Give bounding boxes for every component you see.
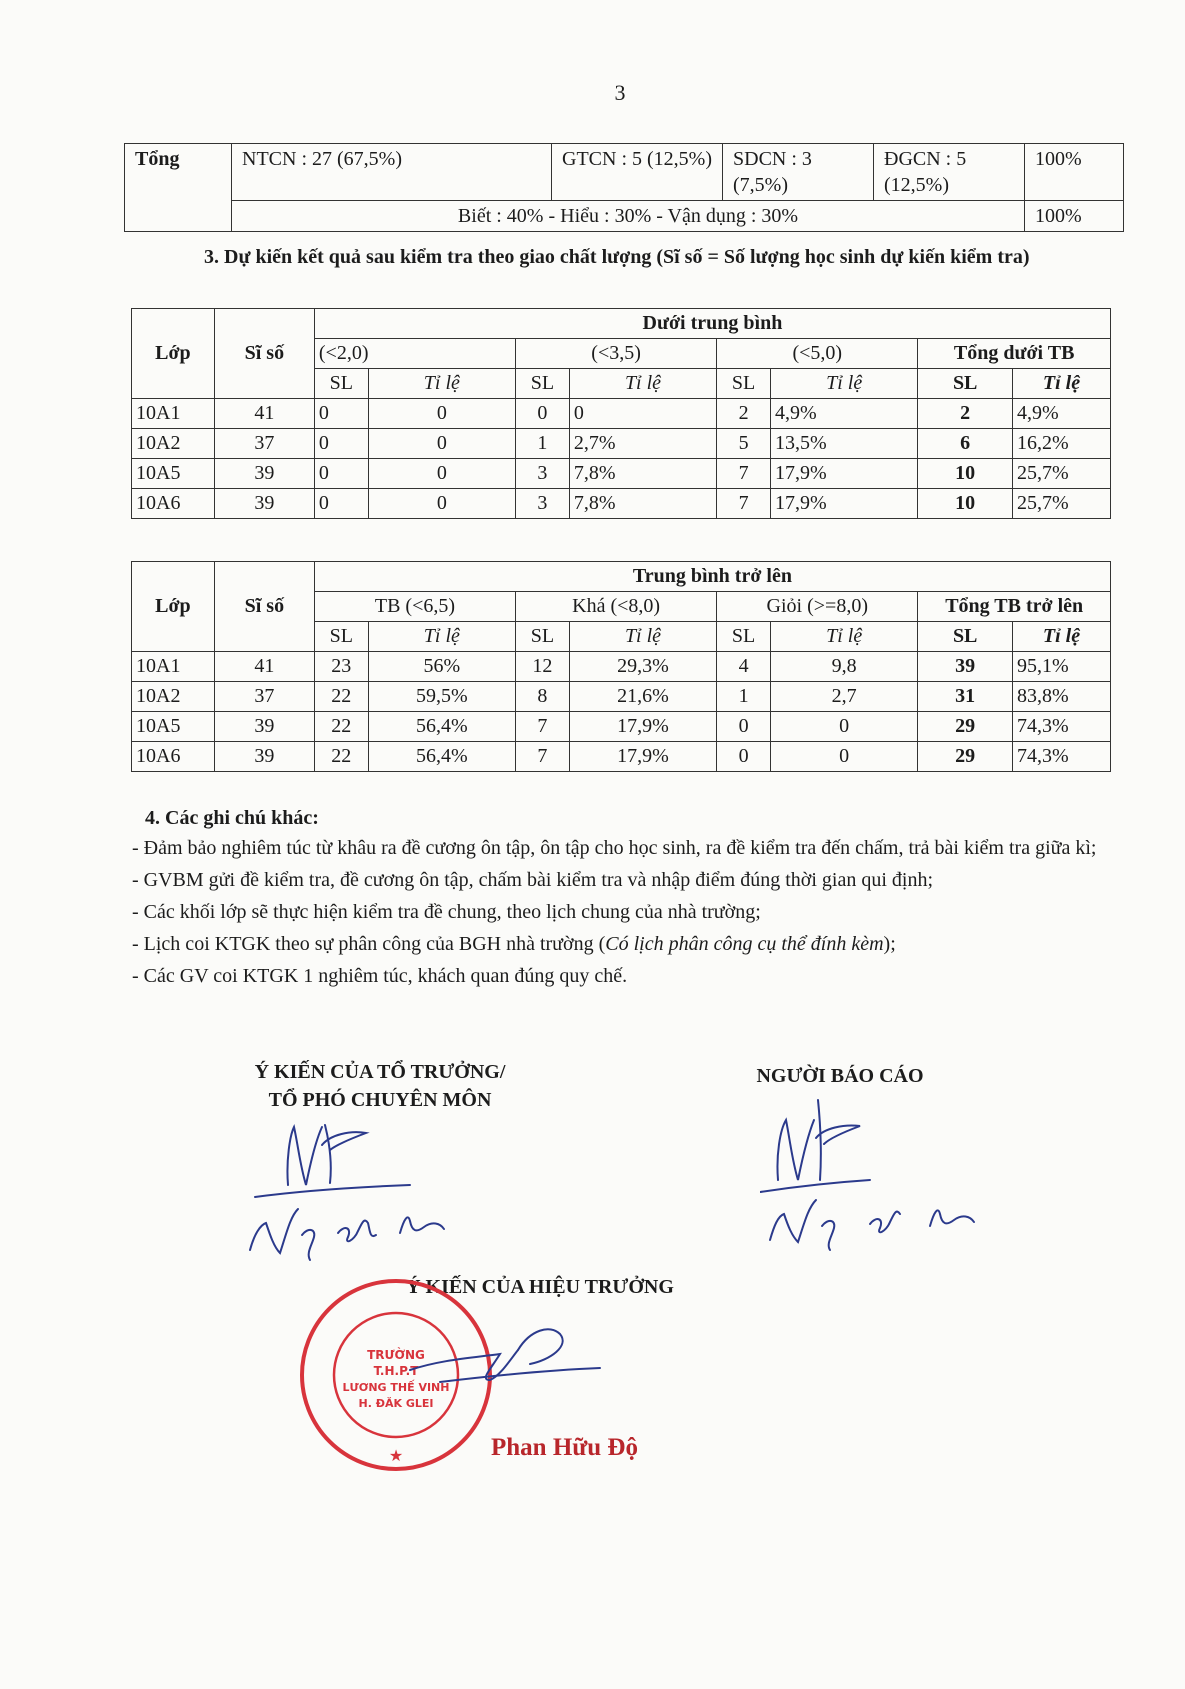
svg-text:T.H.P.T: T.H.P.T <box>373 1364 419 1378</box>
sl-header: SL <box>314 369 368 399</box>
band-header: (<3,5) <box>516 339 717 369</box>
page-number: 3 <box>614 80 626 105</box>
principal-title: Ý KIẾN CỦA HIỆU TRƯỞNG <box>406 1276 674 1298</box>
value-cell: 74,3% <box>1013 742 1111 772</box>
note-item: - Các GV coi KTGK 1 nghiêm túc, khách quan đúng quy chế. <box>132 965 628 987</box>
value-cell: 0 <box>368 429 515 459</box>
value-cell: 56,4% <box>368 742 515 772</box>
ratio-header: Tỉ lệ <box>1013 622 1111 652</box>
header-class: Lớp <box>132 309 215 399</box>
value-cell: 2 <box>717 399 771 429</box>
signature-left-icon <box>240 1105 500 1275</box>
note-item: - Đảm bảo nghiêm túc từ khâu ra đề cương ôn tập, ôn tập cho học sinh, ra đề kiểm tra đến chấm, trả bài kiểm tra giữa kì; <box>132 837 1097 859</box>
value-cell: 1 <box>516 429 570 459</box>
class-cell: 10A5 <box>132 712 215 742</box>
section-3-heading: 3. Dự kiến kết quả sau kiểm tra theo giao chất lượng (Sĩ số = Số lượng học sinh dự kiến kiểm tra) <box>204 246 1030 268</box>
value-cell: 59,5% <box>368 682 515 712</box>
value-cell: 0 <box>368 489 515 519</box>
class-cell: 10A5 <box>132 459 215 489</box>
value-cell: 0 <box>770 712 917 742</box>
value-cell: 83,8% <box>1013 682 1111 712</box>
class-cell: 10A2 <box>132 429 215 459</box>
value-cell: 7,8% <box>569 459 716 489</box>
class-cell: 10A1 <box>132 652 215 682</box>
value-cell: 0 <box>314 399 368 429</box>
note-text: - Lịch coi KTGK theo sự phân công của BGH nhà trường ( <box>132 933 606 955</box>
value-cell: 17,9% <box>770 489 917 519</box>
value-cell: 8 <box>516 682 570 712</box>
table-row <box>132 742 1111 772</box>
value-cell: 3 <box>516 489 570 519</box>
size-cell: 37 <box>214 429 314 459</box>
size-cell: 39 <box>214 742 314 772</box>
notes-list <box>132 832 1117 992</box>
table-row <box>132 712 1111 742</box>
value-cell: 22 <box>314 742 368 772</box>
value-cell: 0 <box>770 742 917 772</box>
value-cell: 10 <box>918 489 1013 519</box>
value-cell: 0 <box>314 429 368 459</box>
value-cell: 7 <box>717 459 771 489</box>
svg-text:LƯƠNG THẾ VINH: LƯƠNG THẾ VINH <box>342 1381 450 1394</box>
ratio-header: Tỉ lệ <box>770 369 917 399</box>
reporter-title: NGƯỜI BÁO CÁO <box>756 1065 924 1087</box>
below-average-table <box>131 308 1111 519</box>
summary-total: 100% <box>1025 144 1124 201</box>
group-title: Trung bình trở lên <box>314 562 1110 592</box>
value-cell: 95,1% <box>1013 652 1111 682</box>
signature-principal-icon <box>400 1310 620 1410</box>
note-text: ); <box>883 933 896 955</box>
principal-name: Phan Hữu Độ <box>491 1434 638 1461</box>
section-4-heading: 4. Các ghi chú khác: <box>145 807 319 829</box>
value-cell: 23 <box>314 652 368 682</box>
value-cell: 2,7 <box>770 682 917 712</box>
value-cell: 4 <box>717 652 771 682</box>
value-cell: 22 <box>314 712 368 742</box>
note-italic: Có lịch phân công cụ thể đính kèm <box>605 933 884 955</box>
ratio-header: Tỉ lệ <box>569 369 716 399</box>
summary-cell-sdcn: SDCN : 3 (7,5%) <box>723 144 874 201</box>
title-line: TỔ PHÓ CHUYÊN MÔN <box>268 1089 492 1111</box>
value-cell: 9,8 <box>770 652 917 682</box>
value-cell: 17,9% <box>569 742 716 772</box>
header-size: Sĩ số <box>214 309 314 399</box>
header-size: Sĩ số <box>214 562 314 652</box>
svg-text:H. ĐĂK GLEI: H. ĐĂK GLEI <box>358 1397 434 1410</box>
value-cell: 7 <box>717 489 771 519</box>
value-cell: 25,7% <box>1013 459 1111 489</box>
class-cell: 10A6 <box>132 742 215 772</box>
table-row <box>132 489 1111 519</box>
size-cell: 39 <box>214 459 314 489</box>
value-cell: 2,7% <box>569 429 716 459</box>
value-cell: 0 <box>717 742 771 772</box>
summary-levels-total: 100% <box>1025 201 1124 232</box>
value-cell: 0 <box>368 399 515 429</box>
class-cell: 10A2 <box>132 682 215 712</box>
value-cell: 21,6% <box>569 682 716 712</box>
table-row <box>132 459 1111 489</box>
sl-header: SL <box>516 622 570 652</box>
value-cell: 0 <box>368 459 515 489</box>
svg-text:★: ★ <box>388 1446 404 1465</box>
table-row <box>132 309 1111 339</box>
value-cell: 22 <box>314 682 368 712</box>
class-cell: 10A6 <box>132 489 215 519</box>
ratio-header: Tỉ lệ <box>368 622 515 652</box>
value-cell: 17,9% <box>569 712 716 742</box>
table-row <box>125 144 1124 201</box>
size-cell: 39 <box>214 489 314 519</box>
size-cell: 37 <box>214 682 314 712</box>
value-cell: 29 <box>918 712 1013 742</box>
value-cell: 7 <box>516 712 570 742</box>
band-header: Tổng dưới TB <box>918 339 1111 369</box>
summary-cell-dgcn: ĐGCN : 5 (12,5%) <box>874 144 1025 201</box>
value-cell: 4,9% <box>770 399 917 429</box>
table-row <box>125 201 1124 232</box>
note-item: - Các khối lớp sẽ thực hiện kiểm tra đề chung, theo lịch chung của nhà trường; <box>132 901 761 923</box>
summary-table <box>124 143 1124 232</box>
band-header: Khá (<8,0) <box>516 592 717 622</box>
size-cell: 41 <box>214 652 314 682</box>
value-cell: 4,9% <box>1013 399 1111 429</box>
band-header: (<2,0) <box>314 339 515 369</box>
title-line: Ý KIẾN CỦA TỔ TRƯỞNG/ <box>254 1061 506 1083</box>
sl-header: SL <box>516 369 570 399</box>
table-row <box>132 399 1111 429</box>
summary-cell-ntcn: NTCN : 27 (67,5%) <box>232 144 552 201</box>
size-cell: 41 <box>214 399 314 429</box>
value-cell: 17,9% <box>770 459 917 489</box>
value-cell: 7 <box>516 742 570 772</box>
sl-header: SL <box>918 369 1013 399</box>
value-cell: 3 <box>516 459 570 489</box>
ratio-header: Tỉ lệ <box>1013 369 1111 399</box>
band-header: Giỏi (>=8,0) <box>717 592 918 622</box>
ratio-header: Tỉ lệ <box>368 369 515 399</box>
summary-levels: Biết : 40% - Hiểu : 30% - Vận dụng : 30% <box>232 201 1025 232</box>
value-cell: 13,5% <box>770 429 917 459</box>
value-cell: 6 <box>918 429 1013 459</box>
sl-header: SL <box>717 369 771 399</box>
svg-text:TRƯỜNG: TRƯỜNG <box>367 1348 425 1362</box>
value-cell: 0 <box>569 399 716 429</box>
table-row <box>132 429 1111 459</box>
table-row <box>132 682 1111 712</box>
value-cell: 10 <box>918 459 1013 489</box>
sl-header: SL <box>314 622 368 652</box>
band-header: Tổng TB trở lên <box>918 592 1111 622</box>
value-cell: 0 <box>717 712 771 742</box>
sl-header: SL <box>717 622 771 652</box>
table-row <box>132 562 1111 592</box>
value-cell: 29,3% <box>569 652 716 682</box>
value-cell: 7,8% <box>569 489 716 519</box>
value-cell: 16,2% <box>1013 429 1111 459</box>
band-header: (<5,0) <box>717 339 918 369</box>
group-title: Dưới trung bình <box>314 309 1110 339</box>
summary-cell-gtcn: GTCN : 5 (12,5%) <box>552 144 723 201</box>
ratio-header: Tỉ lệ <box>770 622 917 652</box>
value-cell: 74,3% <box>1013 712 1111 742</box>
value-cell: 39 <box>918 652 1013 682</box>
value-cell: 12 <box>516 652 570 682</box>
value-cell: 29 <box>918 742 1013 772</box>
value-cell: 31 <box>918 682 1013 712</box>
value-cell: 2 <box>918 399 1013 429</box>
value-cell: 25,7% <box>1013 489 1111 519</box>
value-cell: 5 <box>717 429 771 459</box>
value-cell: 56,4% <box>368 712 515 742</box>
table-row <box>132 652 1111 682</box>
above-average-table <box>131 561 1111 772</box>
value-cell: 0 <box>314 459 368 489</box>
ratio-header: Tỉ lệ <box>569 622 716 652</box>
size-cell: 39 <box>214 712 314 742</box>
value-cell: 1 <box>717 682 771 712</box>
note-item: - GVBM gửi đề kiểm tra, đề cương ôn tập, chấm bài kiểm tra và nhập điểm đúng thời gian qui định; <box>132 869 933 891</box>
value-cell: 0 <box>314 489 368 519</box>
summary-label: Tổng <box>125 144 232 232</box>
class-cell: 10A1 <box>132 399 215 429</box>
value-cell: 0 <box>516 399 570 429</box>
note-item <box>132 928 1117 960</box>
header-class: Lớp <box>132 562 215 652</box>
sl-header: SL <box>918 622 1013 652</box>
band-header: TB (<6,5) <box>314 592 515 622</box>
signature-right-icon <box>760 1090 1020 1260</box>
value-cell: 56% <box>368 652 515 682</box>
